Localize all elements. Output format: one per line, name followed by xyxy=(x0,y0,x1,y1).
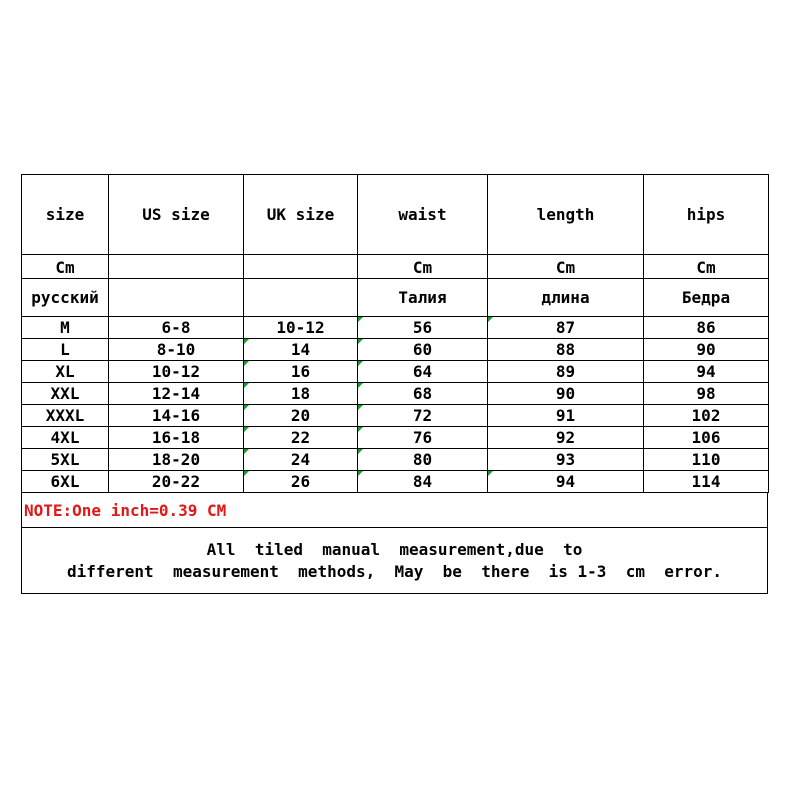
hips-cell: 98 xyxy=(644,383,769,405)
header-size: size xyxy=(22,175,109,255)
size-cell: M xyxy=(22,317,109,339)
size-cell: L xyxy=(22,339,109,361)
length-cell: 87 xyxy=(488,317,644,339)
waist-cell: 60 xyxy=(358,339,488,361)
size-cell: XXL xyxy=(22,383,109,405)
russian-cell xyxy=(109,279,244,317)
uk-size-cell: 20 xyxy=(244,405,358,427)
unit-cell: Cm xyxy=(22,255,109,279)
unit-cell xyxy=(244,255,358,279)
us-size-cell: 6-8 xyxy=(109,317,244,339)
us-size-cell: 16-18 xyxy=(109,427,244,449)
uk-size-cell: 26 xyxy=(244,471,358,493)
length-cell: 89 xyxy=(488,361,644,383)
size-cell: 4XL xyxy=(22,427,109,449)
russian-length: длина xyxy=(488,279,644,317)
us-size-cell: 20-22 xyxy=(109,471,244,493)
table-row xyxy=(22,449,769,471)
waist-cell: 68 xyxy=(358,383,488,405)
unit-cell xyxy=(109,255,244,279)
table-row xyxy=(22,317,769,339)
header-length: length xyxy=(488,175,644,255)
disclaimer-line-2: different measurement methods, May be there is 1-3 cm error. xyxy=(66,561,723,581)
header-hips: hips xyxy=(644,175,769,255)
table-row xyxy=(22,339,769,361)
disclaimer-line-1: All tiled manual measurement,due to xyxy=(206,539,583,559)
russian-waist: Талия xyxy=(358,279,488,317)
header-row xyxy=(22,175,769,255)
header-uk-size: UK size xyxy=(244,175,358,255)
hips-cell: 86 xyxy=(644,317,769,339)
us-size-cell: 18-20 xyxy=(109,449,244,471)
length-cell: 94 xyxy=(488,471,644,493)
uk-size-cell: 10-12 xyxy=(244,317,358,339)
waist-cell: 64 xyxy=(358,361,488,383)
table-row xyxy=(22,361,769,383)
hips-cell: 90 xyxy=(644,339,769,361)
uk-size-cell: 24 xyxy=(244,449,358,471)
hips-cell: 114 xyxy=(644,471,769,493)
size-cell: 6XL xyxy=(22,471,109,493)
russian-label: русский xyxy=(22,279,109,317)
size-cell: 5XL xyxy=(22,449,109,471)
us-size-cell: 8-10 xyxy=(109,339,244,361)
russian-row xyxy=(22,279,769,317)
header-waist: waist xyxy=(358,175,488,255)
uk-size-cell: 16 xyxy=(244,361,358,383)
waist-cell: 56 xyxy=(358,317,488,339)
us-size-cell: 14-16 xyxy=(109,405,244,427)
unit-cell: Cm xyxy=(358,255,488,279)
unit-cell: Cm xyxy=(488,255,644,279)
table-row xyxy=(22,471,769,493)
waist-cell: 80 xyxy=(358,449,488,471)
measurement-disclaimer xyxy=(21,528,768,594)
us-size-cell: 12-14 xyxy=(109,383,244,405)
length-cell: 90 xyxy=(488,383,644,405)
note-row xyxy=(21,493,768,528)
hips-cell: 110 xyxy=(644,449,769,471)
waist-cell: 76 xyxy=(358,427,488,449)
uk-size-cell: 22 xyxy=(244,427,358,449)
table-row xyxy=(22,405,769,427)
us-size-cell: 10-12 xyxy=(109,361,244,383)
size-table xyxy=(21,174,769,493)
waist-cell: 72 xyxy=(358,405,488,427)
length-cell: 88 xyxy=(488,339,644,361)
size-cell: XL xyxy=(22,361,109,383)
note-text: NOTE:One inch=0.39 CM xyxy=(24,500,227,520)
size-chart xyxy=(21,174,768,594)
unit-cell: Cm xyxy=(644,255,769,279)
header-us-size: US size xyxy=(109,175,244,255)
hips-cell: 106 xyxy=(644,427,769,449)
russian-hips: Бедра xyxy=(644,279,769,317)
russian-cell xyxy=(244,279,358,317)
hips-cell: 102 xyxy=(644,405,769,427)
length-cell: 92 xyxy=(488,427,644,449)
uk-size-cell: 18 xyxy=(244,383,358,405)
hips-cell: 94 xyxy=(644,361,769,383)
size-cell: XXXL xyxy=(22,405,109,427)
uk-size-cell: 14 xyxy=(244,339,358,361)
table-row xyxy=(22,383,769,405)
length-cell: 93 xyxy=(488,449,644,471)
waist-cell: 84 xyxy=(358,471,488,493)
table-row xyxy=(22,427,769,449)
unit-row xyxy=(22,255,769,279)
length-cell: 91 xyxy=(488,405,644,427)
